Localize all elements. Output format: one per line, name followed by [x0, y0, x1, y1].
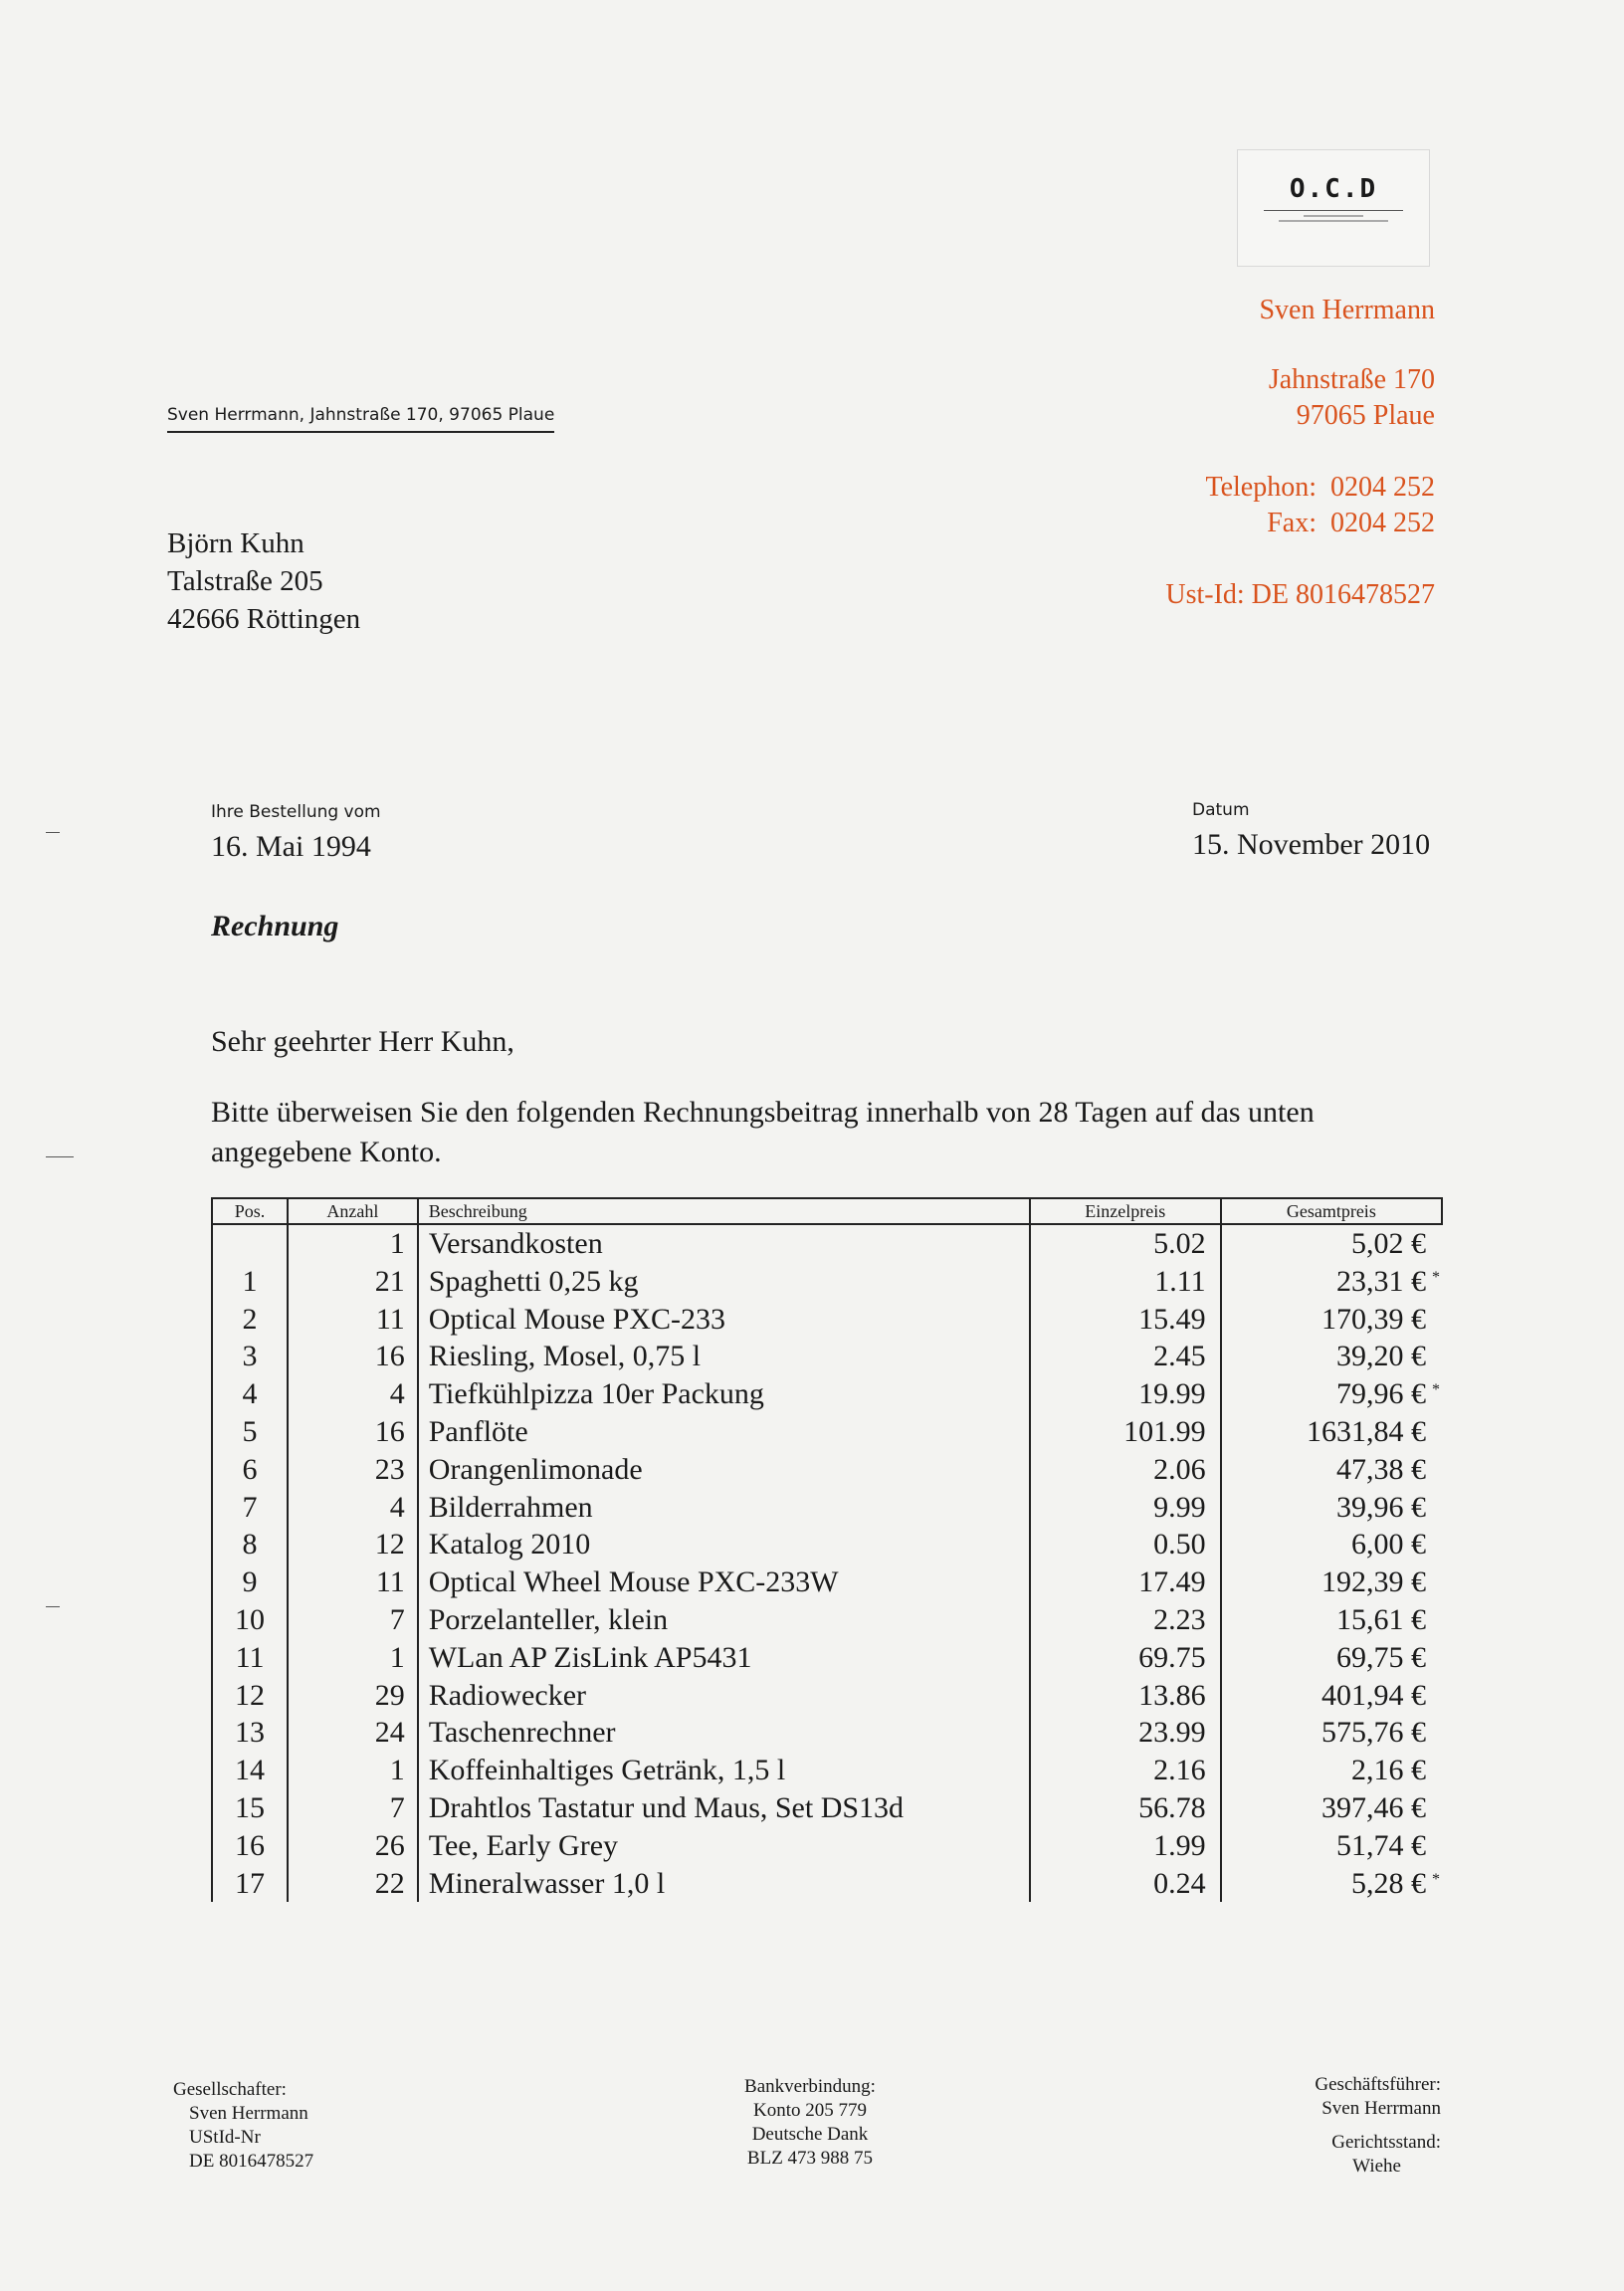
row-anzahl	[288, 1489, 418, 1527]
row-beschreibung-text: Mineralwasser 1,0 l	[428, 1866, 666, 1900]
row-gesamtpreis-text: 39,20 €	[1336, 1340, 1426, 1373]
row-pos-text: 1	[242, 1264, 258, 1298]
sender-return-line: Sven Herrmann, Jahnstraße 170, 97065 Plaue	[167, 405, 554, 433]
row-gesamtpreis	[1221, 1263, 1442, 1301]
row-beschreibung-text: Radiowecker	[428, 1678, 586, 1712]
logo-rule	[1264, 210, 1403, 211]
row-beschreibung	[418, 1338, 1030, 1375]
row-gesamtpreis-text: 69,75 €	[1336, 1640, 1426, 1674]
row-gesamtpreis	[1221, 1827, 1442, 1865]
row-pos	[212, 1375, 288, 1413]
invoice-date: 15. November 2010	[1192, 828, 1431, 861]
header-gesamtpreis: Gesamtpreis	[1221, 1198, 1442, 1224]
footer-center-line2: Deutsche Dank	[751, 2124, 869, 2145]
row-beschreibung	[418, 1865, 1030, 1903]
row-einzelpreis-text: 56.78	[1138, 1790, 1206, 1824]
footer-bank	[730, 2075, 890, 2171]
row-pos-text: 8	[242, 1528, 258, 1562]
row-pos-text: 11	[235, 1640, 265, 1674]
row-einzelpreis	[1030, 1413, 1221, 1451]
row-gesamtpreis-text: 39,96 €	[1336, 1490, 1426, 1524]
row-gesamtpreis-text: 401,94 €	[1321, 1678, 1426, 1712]
row-gesamtpreis	[1221, 1301, 1442, 1339]
row-beschreibung-text: Optical Mouse PXC-233	[428, 1302, 726, 1336]
row-anzahl	[288, 1338, 418, 1375]
row-einzelpreis	[1030, 1338, 1221, 1375]
row-pos-text: 12	[235, 1678, 266, 1712]
row-pos-text: 5	[242, 1414, 258, 1448]
row-einzelpreis-text: 23.99	[1138, 1716, 1206, 1750]
row-beschreibung-text: WLan AP ZisLink AP5431	[428, 1640, 752, 1674]
row-beschreibung-text: Bilderrahmen	[428, 1490, 593, 1524]
row-pos	[212, 1413, 288, 1451]
row-gesamtpreis-text: 575,76 €	[1321, 1716, 1426, 1750]
table-row	[212, 1714, 1442, 1752]
table-row	[212, 1639, 1442, 1677]
row-pos	[212, 1224, 288, 1263]
row-einzelpreis	[1030, 1375, 1221, 1413]
logo-mark: O.C.D	[1289, 174, 1378, 204]
row-anzahl	[288, 1375, 418, 1413]
letterhead-ustid: Ust-Id: DE 8016478527	[1165, 579, 1435, 610]
row-pos	[212, 1526, 288, 1563]
row-pos-text: 2	[242, 1302, 258, 1336]
row-gesamtpreis	[1221, 1714, 1442, 1752]
row-einzelpreis	[1030, 1263, 1221, 1301]
row-einzelpreis-text: 2.06	[1153, 1452, 1206, 1486]
row-gesamtpreis	[1221, 1451, 1442, 1489]
row-beschreibung-text: Drahtlos Tastatur und Maus, Set DS13d	[428, 1790, 905, 1824]
row-anzahl	[288, 1263, 418, 1301]
row-beschreibung	[418, 1827, 1030, 1865]
row-anzahl-text: 22	[374, 1866, 405, 1900]
row-pos	[212, 1677, 288, 1715]
row-einzelpreis	[1030, 1639, 1221, 1677]
footer-center-title: Bankverbindung:	[744, 2076, 876, 2097]
table-row	[212, 1752, 1442, 1789]
table-header-row	[212, 1198, 1442, 1224]
recipient-address	[167, 524, 360, 638]
row-einzelpreis	[1030, 1526, 1221, 1563]
row-anzahl-text: 11	[375, 1565, 405, 1599]
row-anzahl	[288, 1451, 418, 1489]
body-text-line-2: angegebene Konto.	[211, 1136, 442, 1168]
letterhead-fax: Fax: 0204 252	[1267, 508, 1435, 538]
row-anzahl	[288, 1639, 418, 1677]
row-anzahl-text: 16	[374, 1414, 405, 1448]
row-beschreibung	[418, 1714, 1030, 1752]
row-anzahl-text: 7	[389, 1790, 405, 1824]
row-pos-text: 7	[242, 1490, 258, 1524]
table-row	[212, 1526, 1442, 1563]
row-einzelpreis	[1030, 1752, 1221, 1789]
salutation: Sehr geehrter Herr Kuhn,	[211, 1025, 514, 1058]
row-pos-text: 13	[235, 1716, 266, 1750]
order-date: 16. Mai 1994	[211, 830, 371, 863]
row-einzelpreis	[1030, 1601, 1221, 1639]
row-beschreibung	[418, 1563, 1030, 1601]
row-anzahl	[288, 1752, 418, 1789]
row-gesamtpreis	[1221, 1526, 1442, 1563]
row-anzahl-text: 23	[374, 1452, 405, 1486]
row-einzelpreis	[1030, 1789, 1221, 1827]
row-pos-text: 14	[235, 1754, 266, 1787]
row-gesamtpreis	[1221, 1563, 1442, 1601]
row-einzelpreis-text: 1.99	[1153, 1828, 1206, 1862]
invoice-items-table	[211, 1197, 1443, 1902]
table-body	[212, 1224, 1442, 1902]
footer-left-line1: Sven Herrmann	[189, 2103, 308, 2124]
row-einzelpreis-text: 2.23	[1153, 1602, 1206, 1636]
table-row	[212, 1413, 1442, 1451]
row-beschreibung-text: Versandkosten	[428, 1227, 603, 1260]
footer-center-line3: BLZ 473 988 75	[746, 2148, 874, 2169]
punch-mark	[46, 1156, 74, 1157]
row-pos-text: 6	[242, 1452, 258, 1486]
row-gesamtpreis	[1221, 1375, 1442, 1413]
row-beschreibung-text: Panflöte	[428, 1414, 528, 1448]
row-beschreibung-text: Optical Wheel Mouse PXC-233W	[428, 1565, 839, 1599]
row-anzahl	[288, 1563, 418, 1601]
row-beschreibung-text: Tee, Early Grey	[428, 1828, 619, 1862]
row-gesamtpreis-text: 2,16 €	[1351, 1754, 1426, 1787]
row-gesamtpreis	[1221, 1639, 1442, 1677]
letterhead-telephone: Telephon: 0204 252	[1205, 472, 1435, 503]
table-row	[212, 1789, 1442, 1827]
row-pos	[212, 1489, 288, 1527]
row-beschreibung	[418, 1526, 1030, 1563]
row-anzahl	[288, 1224, 418, 1263]
table-row	[212, 1224, 1442, 1263]
row-anzahl-text: 11	[375, 1302, 405, 1336]
row-pos-text: 3	[242, 1340, 258, 1373]
row-anzahl	[288, 1601, 418, 1639]
row-einzelpreis-text: 13.86	[1138, 1678, 1206, 1712]
row-beschreibung-text: Katalog 2010	[428, 1528, 591, 1562]
row-anzahl-text: 24	[374, 1716, 405, 1750]
row-anzahl-text: 12	[374, 1528, 405, 1562]
row-einzelpreis-text: 2.16	[1153, 1754, 1206, 1787]
letterhead-street: Jahnstraße 170	[1268, 364, 1435, 395]
row-anzahl	[288, 1827, 418, 1865]
row-anzahl-text: 26	[374, 1828, 405, 1862]
row-pos-text: 15	[235, 1790, 266, 1824]
date-label: Datum	[1192, 800, 1250, 820]
row-einzelpreis	[1030, 1677, 1221, 1715]
row-einzelpreis	[1030, 1563, 1221, 1601]
table-row	[212, 1563, 1442, 1601]
row-pos	[212, 1639, 288, 1677]
footer-left-line2: UStId-Nr	[189, 2127, 261, 2148]
table-row	[212, 1601, 1442, 1639]
row-einzelpreis	[1030, 1714, 1221, 1752]
row-einzelpreis	[1030, 1865, 1221, 1903]
footer-right-title: Geschäftsführer:	[1315, 2074, 1441, 2095]
row-gesamtpreis	[1221, 1752, 1442, 1789]
header-einzelpreis: Einzelpreis	[1030, 1198, 1221, 1224]
row-einzelpreis	[1030, 1224, 1221, 1263]
row-gesamtpreis	[1221, 1224, 1442, 1263]
row-beschreibung-text: Tiefkühlpizza 10er Packung	[428, 1377, 764, 1411]
row-anzahl-text: 7	[389, 1602, 405, 1636]
row-pos	[212, 1563, 288, 1601]
row-anzahl	[288, 1789, 418, 1827]
row-footnote-star: *	[1432, 1381, 1440, 1399]
row-pos-text: 16	[235, 1828, 266, 1862]
row-einzelpreis-text: 5.02	[1153, 1227, 1206, 1260]
row-anzahl-text: 16	[374, 1340, 405, 1373]
row-beschreibung	[418, 1375, 1030, 1413]
row-beschreibung	[418, 1677, 1030, 1715]
row-pos	[212, 1789, 288, 1827]
row-beschreibung	[418, 1601, 1030, 1639]
row-pos	[212, 1752, 288, 1789]
row-gesamtpreis-text: 23,31 €	[1336, 1264, 1426, 1298]
row-footnote-star: *	[1432, 1870, 1440, 1888]
row-einzelpreis	[1030, 1489, 1221, 1527]
row-einzelpreis-text: 15.49	[1138, 1302, 1206, 1336]
row-gesamtpreis-text: 6,00 €	[1351, 1528, 1426, 1562]
row-einzelpreis-text: 2.45	[1153, 1340, 1206, 1373]
row-anzahl-text: 4	[389, 1377, 405, 1411]
row-beschreibung	[418, 1224, 1030, 1263]
row-einzelpreis	[1030, 1301, 1221, 1339]
row-einzelpreis-text: 17.49	[1138, 1565, 1206, 1599]
logo-fineprint	[1238, 215, 1429, 222]
row-gesamtpreis-text: 51,74 €	[1336, 1828, 1426, 1862]
footer-right-line1: Sven Herrmann	[1321, 2098, 1441, 2119]
row-gesamtpreis-text: 47,38 €	[1336, 1452, 1426, 1486]
row-gesamtpreis	[1221, 1601, 1442, 1639]
row-beschreibung-text: Spaghetti 0,25 kg	[428, 1264, 639, 1298]
table-row	[212, 1677, 1442, 1715]
row-footnote-star: *	[1432, 1268, 1440, 1286]
header-pos: Pos.	[212, 1198, 288, 1224]
row-gesamtpreis-text: 15,61 €	[1336, 1602, 1426, 1636]
header-anzahl: Anzahl	[288, 1198, 418, 1224]
row-beschreibung	[418, 1413, 1030, 1451]
footer-management	[1315, 2073, 1441, 2179]
row-beschreibung-text: Porzelanteller, klein	[428, 1602, 669, 1636]
row-gesamtpreis-text: 1631,84 €	[1307, 1414, 1426, 1448]
row-anzahl	[288, 1413, 418, 1451]
row-anzahl	[288, 1301, 418, 1339]
recipient-city: 42666 Röttingen	[167, 603, 361, 635]
footer-right-line2: Wiehe	[1352, 2156, 1401, 2177]
fold-mark-bottom	[46, 1606, 60, 1607]
recipient-street: Talstraße 205	[167, 565, 323, 597]
table-row	[212, 1451, 1442, 1489]
row-beschreibung-text: Orangenlimonade	[428, 1452, 643, 1486]
row-beschreibung	[418, 1639, 1030, 1677]
row-gesamtpreis	[1221, 1677, 1442, 1715]
row-einzelpreis-text: 69.75	[1138, 1640, 1206, 1674]
row-anzahl-text: 21	[374, 1264, 405, 1298]
footer-left-line3: DE 8016478527	[189, 2151, 314, 2172]
table-row	[212, 1489, 1442, 1527]
row-einzelpreis-text: 0.50	[1153, 1528, 1206, 1562]
row-gesamtpreis-text: 5,02 €	[1351, 1227, 1426, 1260]
row-anzahl	[288, 1526, 418, 1563]
row-pos	[212, 1601, 288, 1639]
row-gesamtpreis-text: 192,39 €	[1321, 1565, 1426, 1599]
fold-mark-top	[46, 832, 60, 833]
row-gesamtpreis-text: 79,96 €	[1336, 1377, 1426, 1411]
row-einzelpreis-text: 1.11	[1154, 1264, 1206, 1298]
row-gesamtpreis-text: 5,28 €	[1351, 1866, 1426, 1900]
row-pos-text: 4	[242, 1377, 258, 1411]
row-anzahl-text: 1	[389, 1640, 405, 1674]
row-pos	[212, 1451, 288, 1489]
footer-right-title2: Gerichtsstand:	[1331, 2132, 1441, 2153]
row-pos-text: 10	[235, 1602, 266, 1636]
company-logo	[1237, 149, 1430, 267]
footer-left-title: Gesellschafter:	[173, 2079, 287, 2100]
row-pos-text: 9	[242, 1565, 258, 1599]
row-gesamtpreis	[1221, 1413, 1442, 1451]
row-beschreibung-text: Koffeinhaltiges Getränk, 1,5 l	[428, 1754, 786, 1787]
invoice-subject: Rechnung	[211, 910, 339, 942]
table-row	[212, 1865, 1442, 1903]
row-gesamtpreis	[1221, 1489, 1442, 1527]
row-beschreibung	[418, 1789, 1030, 1827]
table-row	[212, 1263, 1442, 1301]
row-beschreibung	[418, 1263, 1030, 1301]
table-row	[212, 1827, 1442, 1865]
row-einzelpreis	[1030, 1451, 1221, 1489]
row-anzahl	[288, 1865, 418, 1903]
table-row	[212, 1301, 1442, 1339]
row-gesamtpreis	[1221, 1865, 1442, 1903]
row-beschreibung	[418, 1301, 1030, 1339]
order-label: Ihre Bestellung vom	[211, 802, 381, 822]
row-anzahl	[288, 1677, 418, 1715]
row-pos	[212, 1338, 288, 1375]
footer-center-line1: Konto 205 779	[753, 2100, 867, 2121]
recipient-name: Björn Kuhn	[167, 527, 304, 559]
row-gesamtpreis-text: 397,46 €	[1321, 1790, 1426, 1824]
row-pos	[212, 1301, 288, 1339]
letterhead-name: Sven Herrmann	[1259, 295, 1435, 325]
row-beschreibung	[418, 1489, 1030, 1527]
row-pos	[212, 1263, 288, 1301]
row-beschreibung	[418, 1752, 1030, 1789]
row-anzahl-text: 1	[389, 1227, 405, 1260]
letterhead-city: 97065 Plaue	[1296, 400, 1435, 431]
row-einzelpreis	[1030, 1827, 1221, 1865]
row-anzahl	[288, 1714, 418, 1752]
row-anzahl-text: 29	[374, 1678, 405, 1712]
row-pos	[212, 1865, 288, 1903]
row-anzahl-text: 4	[389, 1490, 405, 1524]
table-row	[212, 1338, 1442, 1375]
row-gesamtpreis	[1221, 1789, 1442, 1827]
row-anzahl-text: 1	[389, 1754, 405, 1787]
header-beschreibung: Beschreibung	[418, 1198, 1030, 1224]
row-einzelpreis-text: 0.24	[1153, 1866, 1206, 1900]
row-gesamtpreis-text: 170,39 €	[1321, 1302, 1426, 1336]
row-einzelpreis-text: 101.99	[1123, 1414, 1206, 1448]
table-row	[212, 1375, 1442, 1413]
row-einzelpreis-text: 9.99	[1153, 1490, 1206, 1524]
row-einzelpreis-text: 19.99	[1138, 1377, 1206, 1411]
row-beschreibung	[418, 1451, 1030, 1489]
body-text-line-1: Bitte überweisen Sie den folgenden Rechnungsbeitrag innerhalb von 28 Tagen auf das unten	[211, 1096, 1315, 1129]
row-beschreibung-text: Taschenrechner	[428, 1716, 616, 1750]
row-pos	[212, 1827, 288, 1865]
row-gesamtpreis	[1221, 1338, 1442, 1375]
footer-shareholders	[173, 2078, 313, 2174]
row-pos-text: 17	[235, 1866, 266, 1900]
row-pos	[212, 1714, 288, 1752]
row-beschreibung-text: Riesling, Mosel, 0,75 l	[428, 1340, 702, 1373]
